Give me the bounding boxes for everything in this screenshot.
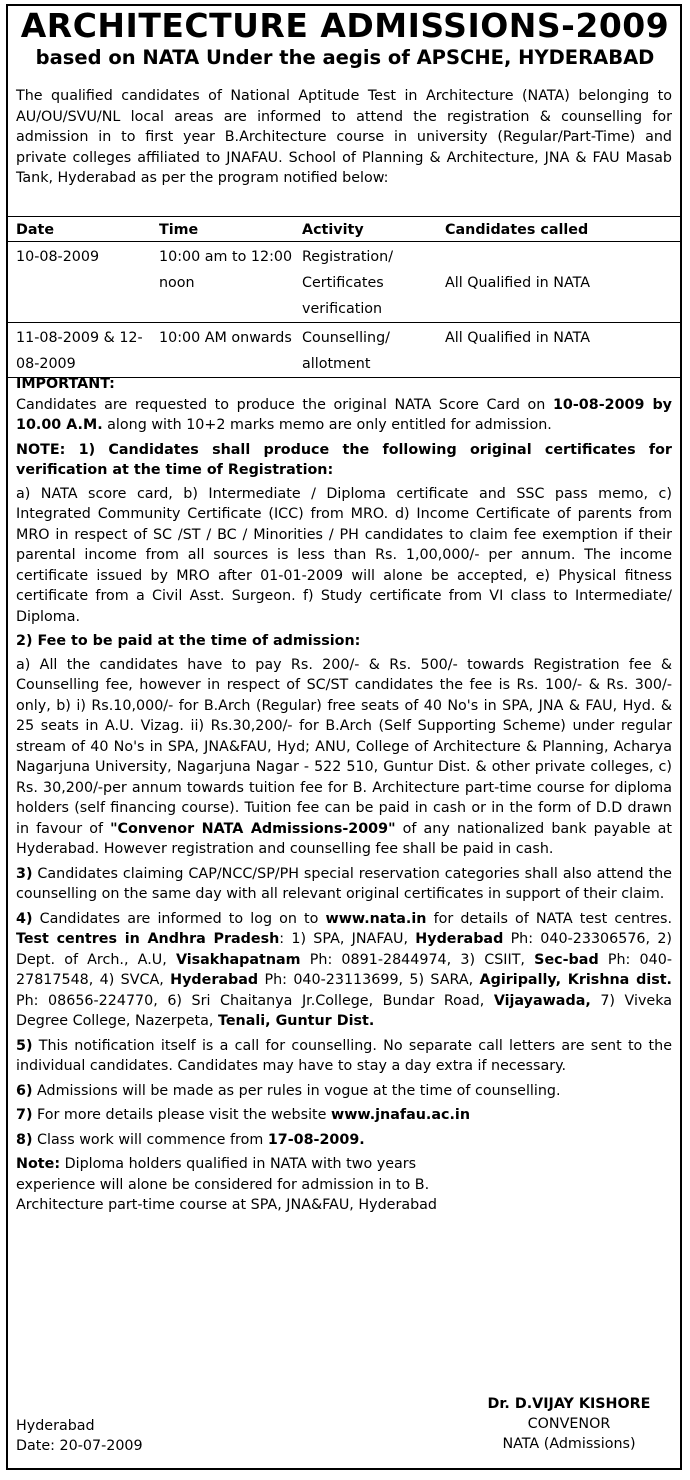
nata-website-link[interactable]: www.nata.in (325, 910, 427, 927)
issue-place-date (16, 1416, 143, 1456)
cell-date: 11-08-2009 & 12-08-2009 (8, 323, 151, 378)
schedule-row (8, 242, 680, 323)
schedule-table (8, 216, 680, 378)
schedule-header-row (8, 217, 680, 242)
intro-paragraph: The qualified candidates of National Aptitude Test in Architecture (NATA) belonging to AU/OU/SVU/NL local areas are informed to attend the registration & counselling for admission in to first year B.Architecture course in university (Regular/Part-Time) and private colleges affiliated to JNAFAU. School of Planning & Architecture, JNA & FAU Masab Tank, Hyderabad as per the program notified below: (16, 88, 672, 186)
cell-candidates: All Qualified in NATA (437, 323, 680, 378)
col-header-activity: Activity (294, 217, 437, 242)
cell-date: 10-08-2009 (8, 242, 151, 323)
cell-time: 10:00 am to 12:00 noon (151, 242, 294, 323)
cell-time: 10:00 AM onwards (151, 323, 294, 378)
col-header-time: Time (151, 217, 294, 242)
signatory-office: NATA (Admissions) (502, 1436, 636, 1452)
schedule-row (8, 323, 680, 378)
issue-place: Hyderabad (16, 1418, 95, 1434)
signatory-name: Dr. D.VIJAY KISHORE (487, 1396, 651, 1412)
col-header-date: Date (8, 217, 151, 242)
important-heading: IMPORTANT: (16, 376, 115, 392)
note6-paragraph: 6) Admissions will be made as per rules in vogue at the time of counselling. (16, 1082, 561, 1099)
final-note-paragraph: Note: Diploma holders qualified in NATA with two years experience will alone be considered for admission in to B. Architecture part-time course at SPA, JNA&FAU, Hyderabad (16, 1156, 438, 1213)
cell-activity: Registration/ Certificates verification (294, 242, 437, 323)
note2-heading: 2) Fee to be paid at the time of admission: (16, 633, 361, 649)
note4-paragraph: 4) Candidates are informed to log on to www.nata.in for details of NATA test centres. Test centres in Andhra Pradesh: 1) SPA, JNAFAU, Hyderabad Ph: 040-23306576, 2) Dept. of Arch., A.U, Visakhapatnam Ph: 0891-2844974, 3) CSIIT, Sec-bad Ph: 040-27817548, 4) SVCA, Hyderabad Ph: 040-23113699, 5) SARA, Agiripally, Krishna dist. Ph: 08656-224770, 6) Sri Chaitanya Jr.College, Bundar Road, Vijayawada, 7) Viveka Degree College, Nazerpeta, Tenali, Guntur Dist. (16, 910, 673, 1029)
issue-date: Date: 20-07-2009 (16, 1438, 143, 1454)
note7-paragraph: 7) For more details please visit the website www.jnafau.ac.in (16, 1107, 470, 1123)
cell-activity: Counselling/ allotment (294, 323, 437, 378)
col-header-candidates: Candidates called (437, 217, 680, 242)
note5-paragraph: 5) This notification itself is a call for counselling. No separate call letters are sent to the individual candidates. Candidates may have to stay a day extra if necessary. (16, 1037, 673, 1074)
important-paragraph: Candidates are requested to produce the original NATA Score Card on 10-08-2009 by 10.00 A.M. along with 10+2 marks memo are only entitled for admission. (16, 396, 673, 433)
note8-paragraph: 8) Class work will commence from 17-08-2009. (16, 1131, 365, 1148)
cell-candidates: All Qualified in NATA (437, 242, 680, 323)
signatory-designation: CONVENOR (527, 1416, 611, 1432)
note1-paragraph: a) NATA score card, b) Intermediate / Diploma certificate and SSC pass memo, c) Integrated Community Certificate (ICC) from MRO. d) Income Certificate of parents from MRO in respect of SC /ST / BC / Minorities / PH candidates to claim fee exemption if their parental income from all sources is less than Rs. 1,00,000/- per annum. The income certificate issued by MRO after 01-01-2009 will alone be accepted, e) Physical fitness certificate from a Civil Asst. Surgeon. f) Study certificate from VI class to Intermediate/ Diploma. (16, 485, 672, 625)
signature-block (464, 1394, 674, 1454)
jnafau-website-link[interactable]: www.jnafau.ac.in (331, 1107, 470, 1123)
note2-paragraph: a) All the candidates have to pay Rs. 200/- & Rs. 500/- towards Registration fee & Counselling fee, however in respect of SC/ST candidates the fee is Rs. 100/- & Rs. 300/- only, b) i) Rs.10,000/- for B.Arch (Regular) free seats of 40 No's in SPA, JNA & FAU, Hyd. & 25 seats in A.U. Vizag. ii) Rs.30,200/- for B.Arch (Self Supporting Scheme) under regular stream of 40 No's in SPA, JNA&FAU, Hyd; ANU, College of Architecture & Planning, Acharya Nagarjuna University, Nagarjuna Nagar - 522 510, Guntur Dist. & other private colleges, c) Rs. 30,200/-per annum towards tuition fee for B. Architecture part-time course for diploma holders (self financing course). Tuition fee can be paid in cash or in the form of D.D drawn in favour of "Convenor NATA Admissions-2009" of any nationalized bank payable at Hyderabad. However registration and counselling fee shall be paid in cash. (16, 656, 673, 857)
note3-paragraph: 3) Candidates claiming CAP/NCC/SP/PH special reservation categories shall also attend the counselling on the same day with all relevant original certificates in support of their claim. (16, 865, 672, 902)
note1-heading: NOTE: 1) Candidates shall produce the following original certificates for verification at the time of Registration: (16, 441, 672, 478)
notice-title: ARCHITECTURE ADMISSIONS-2009 (20, 6, 670, 45)
notice-subtitle: based on NATA Under the aegis of APSCHE, HYDERABAD (35, 46, 655, 69)
notice-body (16, 374, 672, 1216)
